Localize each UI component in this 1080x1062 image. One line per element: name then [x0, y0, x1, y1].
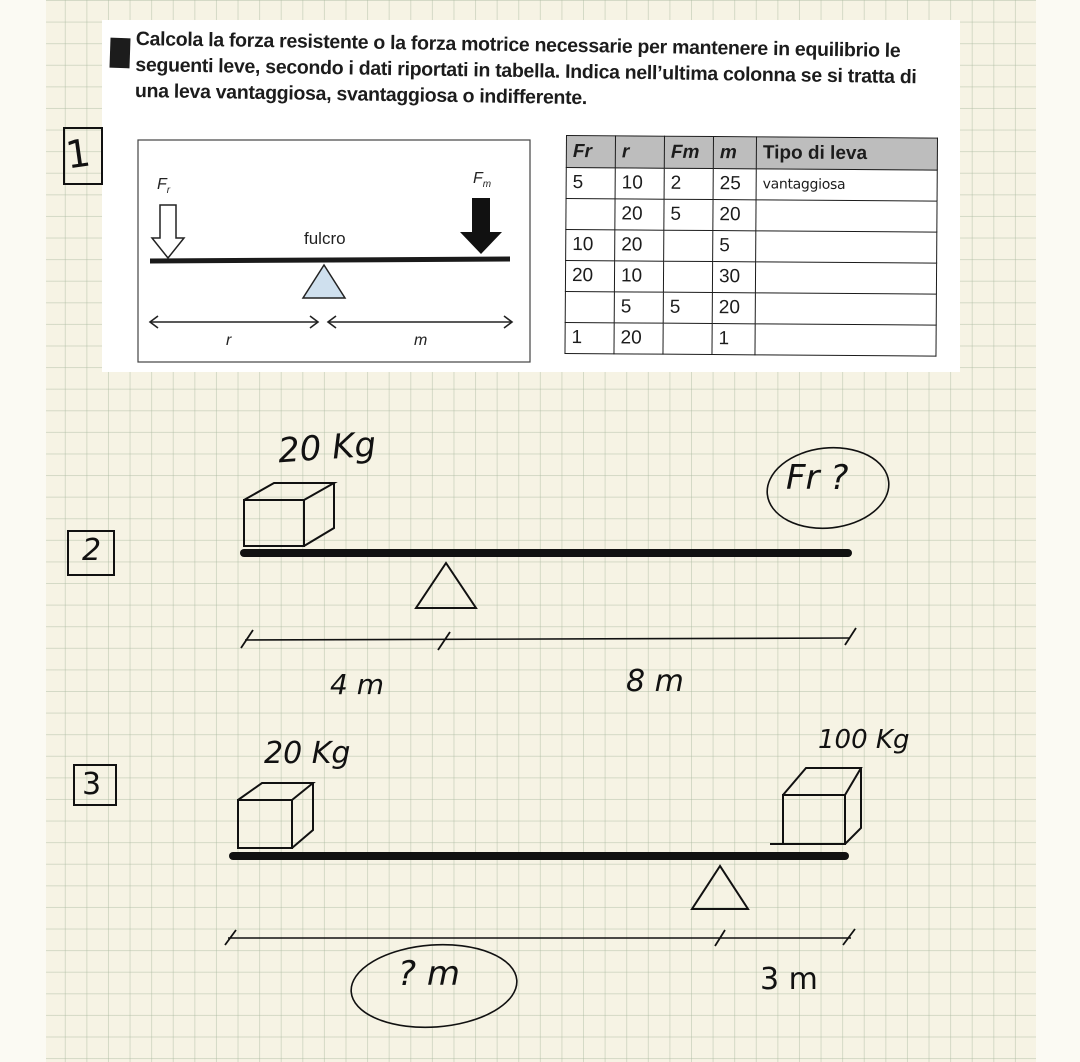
- exercise-2-question-label: Fr ?: [786, 458, 849, 498]
- exercise-3-right-cube: [770, 768, 861, 844]
- table-cell: [664, 230, 713, 261]
- exercise-2-number: 2: [82, 533, 102, 568]
- header-fr: Fr: [566, 136, 615, 168]
- table-cell: 20: [614, 323, 663, 354]
- exercise-2-fulcrum: [416, 563, 476, 608]
- exercise-2-left-distance: 4 m: [330, 668, 384, 701]
- table-cell: 20: [565, 261, 614, 292]
- exercise-3-right-distance: 3 m: [760, 962, 818, 997]
- table-cell: 30: [712, 262, 755, 293]
- exercise-2-distance-line: [245, 638, 850, 640]
- exercise-2-right-distance: 8 m: [626, 664, 684, 699]
- exercise-3-left-cube: [238, 783, 313, 848]
- table-cell-tipo: [755, 324, 936, 356]
- table-row: [566, 199, 937, 233]
- instructions-text: Calcola la forza resistente o la forza motrice necessarie per mantenere in equilibrio le seguenti leve, secondo i dati riportati in tabella. Indica nell’ultima colonna se si tratta di una leva vantaggiosa, svantaggiosa o indifferente.: [134, 27, 917, 110]
- exercise-3-left-weight: 20 Kg: [264, 736, 351, 771]
- header-fm: Fm: [664, 136, 713, 168]
- table-cell: [663, 261, 712, 292]
- exercise-3-right-weight: 100 Kg: [818, 725, 910, 755]
- table-cell-tipo: vantaggiosa: [756, 169, 937, 201]
- table-cell: 10: [566, 230, 615, 261]
- header-m: m: [713, 137, 756, 169]
- table-cell: 2: [664, 168, 713, 199]
- table-row: [566, 168, 937, 202]
- table-cell: 1: [712, 324, 755, 355]
- table-row: [565, 322, 936, 356]
- table-cell: 1: [565, 322, 614, 353]
- fm-label: $F_m$: [473, 170, 492, 191]
- table-cell-tipo: [756, 231, 937, 263]
- table-header-row: [566, 136, 937, 171]
- table-cell: 5: [566, 168, 615, 199]
- exercise-3-fulcrum: [692, 866, 748, 909]
- table-cell-tipo: [755, 293, 936, 325]
- table-cell: 5: [664, 199, 713, 230]
- table-row: [566, 230, 937, 264]
- table-cell: [565, 291, 614, 322]
- table-cell: 25: [713, 169, 756, 200]
- table-cell: 10: [614, 261, 663, 292]
- table-cell: 20: [713, 200, 756, 231]
- exercise-3-number: 3: [82, 767, 102, 802]
- table-row: [565, 261, 936, 295]
- table-cell: 10: [615, 168, 664, 199]
- lever-data-table: [564, 135, 938, 357]
- exercise-2-weight-cube: [244, 483, 334, 546]
- r-label: r: [226, 332, 232, 349]
- header-tipo: Tipo di leva: [756, 137, 937, 170]
- exercise-2-weight-label: 20 Kg: [276, 424, 378, 472]
- lever-beam: [150, 259, 510, 261]
- fr-label: $F_r$: [157, 176, 171, 197]
- table-cell: [663, 323, 712, 354]
- lever-diagram-frame: [138, 140, 530, 362]
- header-r: r: [615, 136, 664, 168]
- fulcrum-label: fulcro: [304, 229, 346, 248]
- exercise-3-left-distance: ? m: [398, 954, 460, 994]
- table-cell: 5: [663, 292, 712, 323]
- table-cell: 5: [614, 292, 663, 323]
- table-cell: 20: [712, 293, 755, 324]
- exercise-1-number: 1: [63, 130, 94, 178]
- table-cell: 20: [615, 230, 664, 261]
- m-label: m: [414, 332, 428, 349]
- table-cell: [566, 199, 615, 230]
- table-cell-tipo: [755, 262, 936, 294]
- table-cell-tipo: [756, 200, 937, 232]
- table-cell: 20: [615, 199, 664, 230]
- table-cell: 5: [713, 231, 756, 262]
- table-row: [565, 291, 936, 325]
